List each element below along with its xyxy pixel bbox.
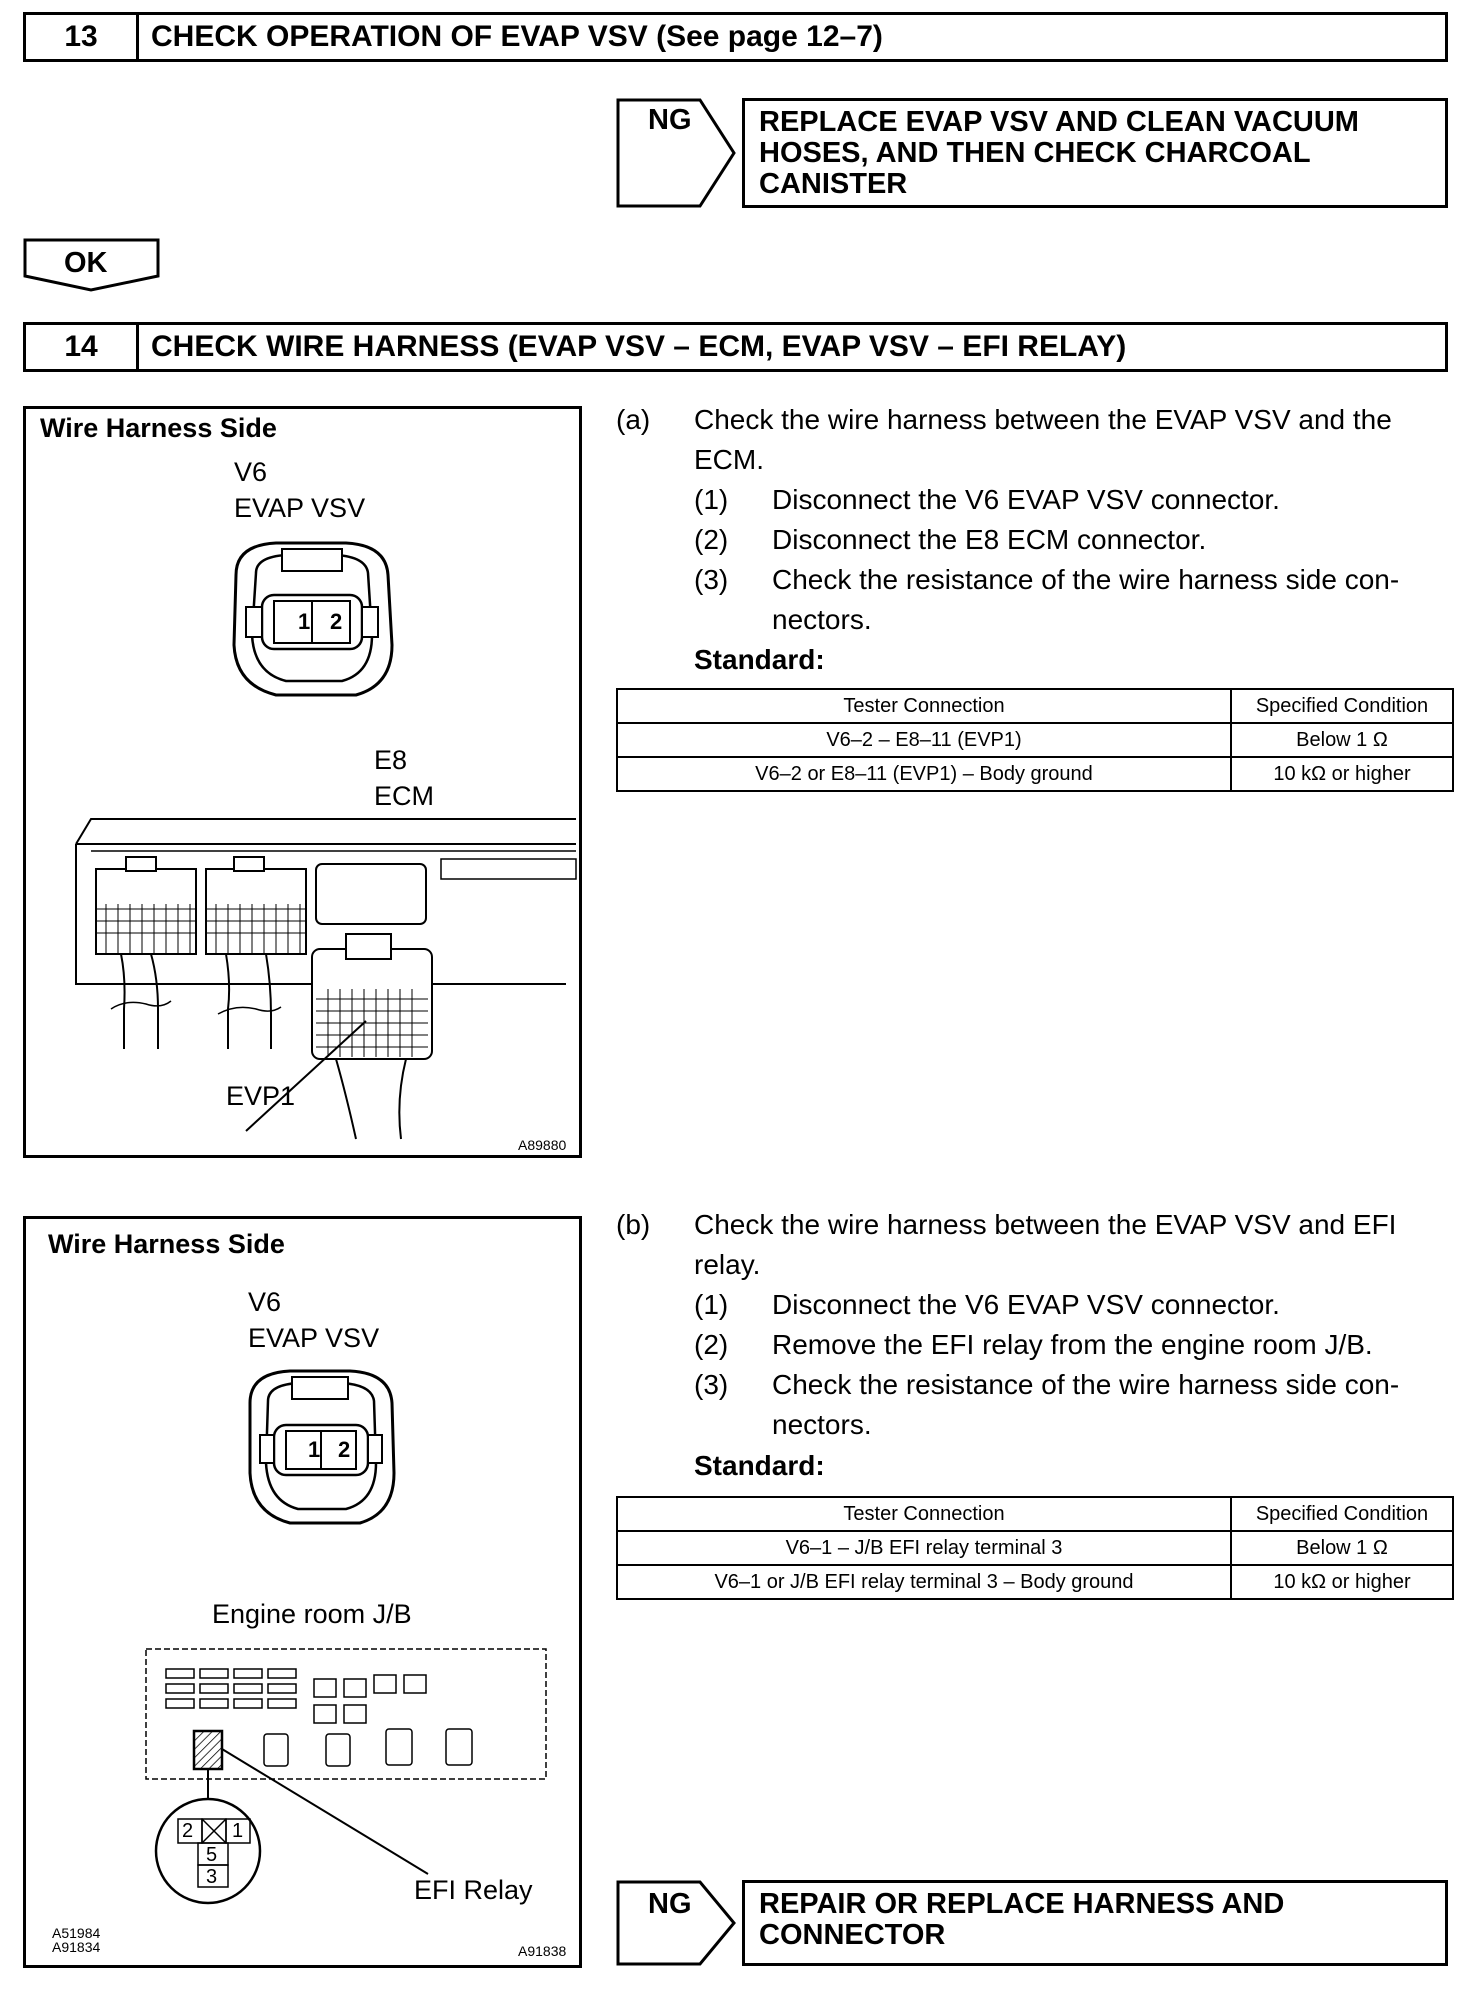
substep-number: (1) bbox=[694, 1289, 729, 1320]
substep-text: Check the resistance of the wire harness side con- bbox=[772, 1369, 1400, 1400]
figure-a bbox=[23, 406, 582, 1158]
step-title: CHECK OPERATION OF EVAP VSV (See page 12–7) bbox=[151, 20, 883, 53]
table-header-row bbox=[617, 689, 1453, 723]
substep-number: (2) bbox=[694, 1329, 729, 1360]
figure-code: A51984 bbox=[52, 1925, 101, 1941]
evap-vsv-connector-drawing bbox=[230, 1363, 430, 1533]
figure-code: A91838 bbox=[518, 1943, 567, 1959]
part-marker: (a) bbox=[616, 404, 651, 435]
table-cell: 10 kΩ or higher bbox=[1231, 757, 1453, 791]
step-14-header bbox=[23, 322, 1448, 372]
step-number: 13 bbox=[26, 15, 139, 59]
ng-result-box-14 bbox=[742, 1880, 1448, 1966]
table-header: Tester Connection bbox=[617, 1497, 1231, 1531]
relay-label: EFI Relay bbox=[414, 1875, 533, 1905]
part-marker: (b) bbox=[616, 1209, 651, 1240]
figure-title: Wire Harness Side bbox=[48, 1229, 285, 1259]
pin-number: 2 bbox=[338, 1437, 351, 1462]
pin-number: 2 bbox=[330, 609, 343, 634]
table-header: Specified Condition bbox=[1231, 1497, 1453, 1531]
ng-result-box-13 bbox=[742, 98, 1448, 208]
substep-text: Remove the EFI relay from the engine room J/B. bbox=[772, 1329, 1373, 1360]
connector-label: EVAP VSV bbox=[234, 493, 366, 523]
step-title: CHECK WIRE HARNESS (EVAP VSV – ECM, EVAP VSV – EFI RELAY) bbox=[151, 330, 1127, 363]
pin-label-evp1: EVP1 bbox=[226, 1081, 296, 1111]
ng-result-line: CANISTER bbox=[759, 168, 908, 200]
ecm-label: ECM bbox=[374, 781, 434, 811]
table-row bbox=[617, 757, 1453, 791]
figure-code: A89880 bbox=[518, 1137, 567, 1153]
table-row bbox=[617, 723, 1453, 757]
table-header: Specified Condition bbox=[1231, 689, 1453, 723]
step-number: 14 bbox=[26, 325, 139, 369]
jb-label: Engine room J/B bbox=[212, 1599, 412, 1629]
part-text: Check the wire harness between the EVAP VSV and EFI bbox=[694, 1209, 1397, 1240]
substep-text-cont: nectors. bbox=[772, 1409, 872, 1440]
table-cell: V6–2 or E8–11 (EVP1) – Body ground bbox=[617, 757, 1231, 791]
table-header-row bbox=[617, 1497, 1453, 1531]
substep-text-cont: nectors. bbox=[772, 604, 872, 635]
figure-b bbox=[23, 1216, 582, 1968]
part-text: ECM. bbox=[694, 444, 764, 475]
evap-vsv-connector-drawing bbox=[216, 535, 416, 705]
ng-label: NG bbox=[648, 1888, 692, 1920]
substep-number: (3) bbox=[694, 1369, 729, 1400]
ng-label: NG bbox=[648, 104, 692, 136]
standard-label: Standard: bbox=[694, 644, 825, 675]
pin-number: 1 bbox=[298, 609, 311, 634]
relay-pin: 3 bbox=[206, 1866, 218, 1888]
ok-label: OK bbox=[64, 247, 108, 279]
ecm-label: E8 bbox=[374, 745, 408, 775]
table-row bbox=[617, 1531, 1453, 1565]
substep-text: Check the resistance of the wire harness side con- bbox=[772, 564, 1400, 595]
relay-pin: 5 bbox=[206, 1844, 218, 1866]
table-cell: V6–2 – E8–11 (EVP1) bbox=[617, 723, 1231, 757]
table-cell: Below 1 Ω bbox=[1231, 723, 1453, 757]
substep-text: Disconnect the E8 ECM connector. bbox=[772, 524, 1207, 555]
substep-number: (2) bbox=[694, 524, 729, 555]
figure-code: A91834 bbox=[52, 1939, 101, 1955]
part-text: relay. bbox=[694, 1249, 761, 1280]
standard-label: Standard: bbox=[694, 1450, 825, 1481]
table-cell: V6–1 or J/B EFI relay terminal 3 – Body ground bbox=[617, 1565, 1231, 1599]
ng-result-line: HOSES, AND THEN CHECK CHARCOAL bbox=[759, 137, 1311, 169]
spec-table-a bbox=[616, 688, 1454, 792]
ng-result-line: REPLACE EVAP VSV AND CLEAN VACUUM bbox=[759, 106, 1359, 138]
connector-label: EVAP VSV bbox=[248, 1323, 380, 1353]
table-header: Tester Connection bbox=[617, 689, 1231, 723]
substep-text: Disconnect the V6 EVAP VSV connector. bbox=[772, 1289, 1280, 1320]
ng-result-line: CONNECTOR bbox=[759, 1919, 946, 1951]
table-cell: V6–1 – J/B EFI relay terminal 3 bbox=[617, 1531, 1231, 1565]
table-cell: 10 kΩ or higher bbox=[1231, 1565, 1453, 1599]
table-cell: Below 1 Ω bbox=[1231, 1531, 1453, 1565]
table-row bbox=[617, 1565, 1453, 1599]
substep-text: Disconnect the V6 EVAP VSV connector. bbox=[772, 484, 1280, 515]
step-13-header bbox=[23, 12, 1448, 62]
pin-number: 1 bbox=[308, 1437, 321, 1462]
connector-label: V6 bbox=[234, 457, 268, 487]
ecm-drawing bbox=[66, 809, 582, 1149]
relay-pin: 2 bbox=[182, 1820, 194, 1842]
substep-number: (3) bbox=[694, 564, 729, 595]
substep-number: (1) bbox=[694, 484, 729, 515]
connector-label: V6 bbox=[248, 1287, 282, 1317]
relay-pin: 1 bbox=[232, 1820, 244, 1842]
spec-table-b bbox=[616, 1496, 1454, 1600]
ng-result-line: REPAIR OR REPLACE HARNESS AND bbox=[759, 1888, 1285, 1920]
figure-title: Wire Harness Side bbox=[40, 413, 277, 443]
part-text: Check the wire harness between the EVAP VSV and the bbox=[694, 404, 1392, 435]
